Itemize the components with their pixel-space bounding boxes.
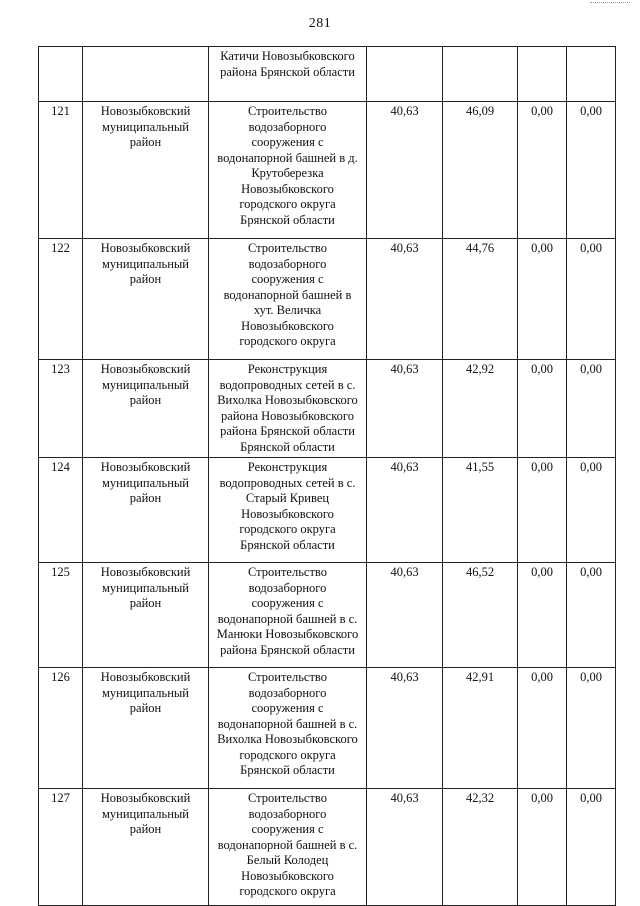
cell-line: сооружения с (251, 596, 324, 610)
cell-number: 127 (39, 789, 83, 906)
cell-value: 0,00 (518, 360, 567, 458)
cell-line: муниципальный (102, 580, 189, 595)
cell-value: 0,00 (518, 668, 567, 789)
cell-line: Манюки Новозыбковского (216, 627, 359, 641)
cell-value (443, 47, 518, 102)
cell-object (209, 668, 367, 789)
cell-line: сооружения с (251, 135, 324, 149)
cell-line: водонапорной башней в с. (217, 611, 358, 626)
cell-value: 40,63 (367, 102, 443, 239)
cell-line: водонапорной башней в (223, 287, 352, 302)
objects-table (38, 46, 616, 906)
cell-line: Старый Кривец (245, 491, 330, 505)
cell-value: 42,32 (443, 789, 518, 906)
cell-line: Брянской области (240, 212, 335, 227)
cell-object (209, 789, 367, 906)
table-row (39, 563, 616, 668)
cell-value: 40,63 (367, 668, 443, 789)
cell-value: 0,00 (567, 102, 616, 239)
cell-value: 0,00 (518, 789, 567, 906)
cell-line: район (129, 135, 162, 149)
cell-value: 46,52 (443, 563, 518, 668)
table-row (39, 239, 616, 360)
table-row (39, 102, 616, 239)
cell-line: муниципальный (102, 475, 189, 490)
table-row (39, 458, 616, 563)
cell-lines (212, 565, 363, 658)
cell-line: муниципальный (102, 256, 189, 271)
cell-lines (86, 362, 205, 409)
cell-municipality (83, 563, 209, 668)
cell-line: водопроводных сетей в с. (219, 377, 356, 392)
cell-municipality (83, 102, 209, 239)
cell-line: Брянской области (240, 763, 335, 777)
cell-line: Реконструкция (247, 362, 328, 376)
cell-line: района Брянской области (220, 424, 355, 438)
cell-line: муниципальный (102, 685, 189, 700)
cell-object (209, 102, 367, 239)
table-row (39, 789, 616, 906)
cell-line: водозаборного (248, 806, 327, 821)
cell-line: сооружения с (251, 822, 324, 836)
cell-lines (212, 104, 363, 228)
cell-number (39, 47, 83, 102)
cell-object (209, 239, 367, 360)
cell-line: Новозыбковского (241, 318, 334, 333)
table-row (39, 360, 616, 458)
cell-number: 124 (39, 458, 83, 563)
cell-line: Крутоберезка (251, 166, 324, 180)
cell-line: Строительство (247, 104, 327, 118)
cell-value: 0,00 (567, 789, 616, 906)
cell-line: Строительство (247, 791, 327, 805)
table-row-continuation (39, 47, 616, 102)
cell-line: Катичи Новозыбковского (220, 49, 355, 63)
cell-value: 40,63 (367, 360, 443, 458)
cell-municipality (83, 239, 209, 360)
cell-line: муниципальный (102, 377, 189, 392)
cell-line: района Новозыбковского (221, 408, 354, 423)
cell-municipality (83, 458, 209, 563)
cell-line: Строительство (247, 565, 327, 579)
cell-line: район (129, 701, 162, 715)
cell-value: 0,00 (567, 360, 616, 458)
cell-value: 42,92 (443, 360, 518, 458)
cell-object (209, 563, 367, 668)
cell-value: 42,91 (443, 668, 518, 789)
cell-line: городского округа (239, 522, 336, 536)
cell-number: 122 (39, 239, 83, 360)
cell-line: Новозыбковский (100, 241, 191, 255)
cell-value (518, 47, 567, 102)
cell-line: Новозыбковский (100, 362, 191, 376)
cell-value: 0,00 (567, 668, 616, 789)
cell-line: водонапорной башней в с. (217, 837, 358, 852)
cell-lines (86, 565, 205, 612)
cell-line: Брянской области (240, 439, 335, 454)
cell-municipality (83, 668, 209, 789)
cell-line: района Брянской области (220, 64, 355, 79)
cell-line: Строительство (247, 670, 327, 684)
cell-line: водопроводных сетей в с. (219, 475, 356, 490)
cell-lines (212, 49, 363, 80)
cell-line: Вихолка Новозыбковского (217, 393, 358, 407)
cell-line: район (129, 393, 162, 407)
cell-lines (86, 104, 205, 151)
cell-line: Новозыбковский (100, 670, 191, 684)
cell-line: Новозыбковский (100, 460, 191, 474)
cell-line: водонапорной башней в д. (217, 150, 358, 165)
cell-line: городского округа (239, 334, 336, 348)
cell-line: Белый Колодец (246, 853, 329, 867)
cell-value: 0,00 (567, 458, 616, 563)
cell-value: 0,00 (567, 563, 616, 668)
cell-object (209, 458, 367, 563)
cell-line: Реконструкция (247, 460, 328, 474)
cell-municipality (83, 789, 209, 906)
cell-object (209, 47, 367, 102)
cell-number: 123 (39, 360, 83, 458)
table-body (39, 47, 616, 906)
cell-line: муниципальный (102, 119, 189, 134)
cell-lines (212, 241, 363, 350)
cell-municipality (83, 47, 209, 102)
cell-value: 44,76 (443, 239, 518, 360)
cell-value (567, 47, 616, 102)
cell-line: район (129, 596, 162, 610)
cell-line: хут. Величка (253, 303, 322, 317)
cell-number: 121 (39, 102, 83, 239)
cell-line: Брянской области (240, 537, 335, 552)
cell-line: муниципальный (102, 806, 189, 821)
cell-line: район (129, 491, 162, 505)
cell-line: водозаборного (248, 119, 327, 134)
cell-line: Новозыбковского (241, 868, 334, 883)
cell-value: 0,00 (518, 458, 567, 563)
cell-line: сооружения с (251, 701, 324, 715)
cell-line: район (129, 822, 162, 836)
cell-value (367, 47, 443, 102)
cell-value: 0,00 (567, 239, 616, 360)
cell-line: водонапорной башней в с. (217, 716, 358, 731)
cell-line: район (129, 272, 162, 286)
cell-value: 40,63 (367, 789, 443, 906)
cell-lines (212, 362, 363, 455)
cell-lines (212, 460, 363, 553)
cell-value: 0,00 (518, 563, 567, 668)
cell-lines (86, 460, 205, 507)
cell-line: района Брянской области (220, 642, 355, 657)
cell-object (209, 360, 367, 458)
cell-lines (86, 241, 205, 288)
cell-line: Новозыбковского (241, 181, 334, 196)
cell-value: 40,63 (367, 563, 443, 668)
page-number: 281 (308, 16, 332, 31)
cell-line: Новозыбковский (100, 565, 191, 579)
cell-lines (212, 791, 363, 900)
cell-lines (86, 791, 205, 838)
cell-municipality (83, 360, 209, 458)
cell-line: городского округа (239, 197, 336, 211)
cell-lines (212, 670, 363, 779)
cell-value: 41,55 (443, 458, 518, 563)
cell-line: водозаборного (248, 580, 327, 595)
cell-number: 125 (39, 563, 83, 668)
cell-line: городского округа (239, 884, 336, 898)
cell-value: 46,09 (443, 102, 518, 239)
cell-line: сооружения с (251, 272, 324, 286)
cell-value: 0,00 (518, 239, 567, 360)
cell-value: 0,00 (518, 102, 567, 239)
cell-line: водозаборного (248, 685, 327, 700)
cell-line: Новозыбковского (241, 506, 334, 521)
cell-value: 40,63 (367, 458, 443, 563)
cell-value: 40,63 (367, 239, 443, 360)
cell-line: Вихолка Новозыбковского (217, 732, 358, 746)
scan-corner-mark (590, 2, 630, 4)
cell-line: Новозыбковский (100, 791, 191, 805)
table-row (39, 668, 616, 789)
cell-line: Строительство (247, 241, 327, 255)
cell-line: городского округа (239, 747, 336, 762)
cell-number: 126 (39, 668, 83, 789)
cell-line: водозаборного (248, 256, 327, 271)
cell-lines (86, 670, 205, 717)
cell-line: Новозыбковский (100, 104, 191, 118)
